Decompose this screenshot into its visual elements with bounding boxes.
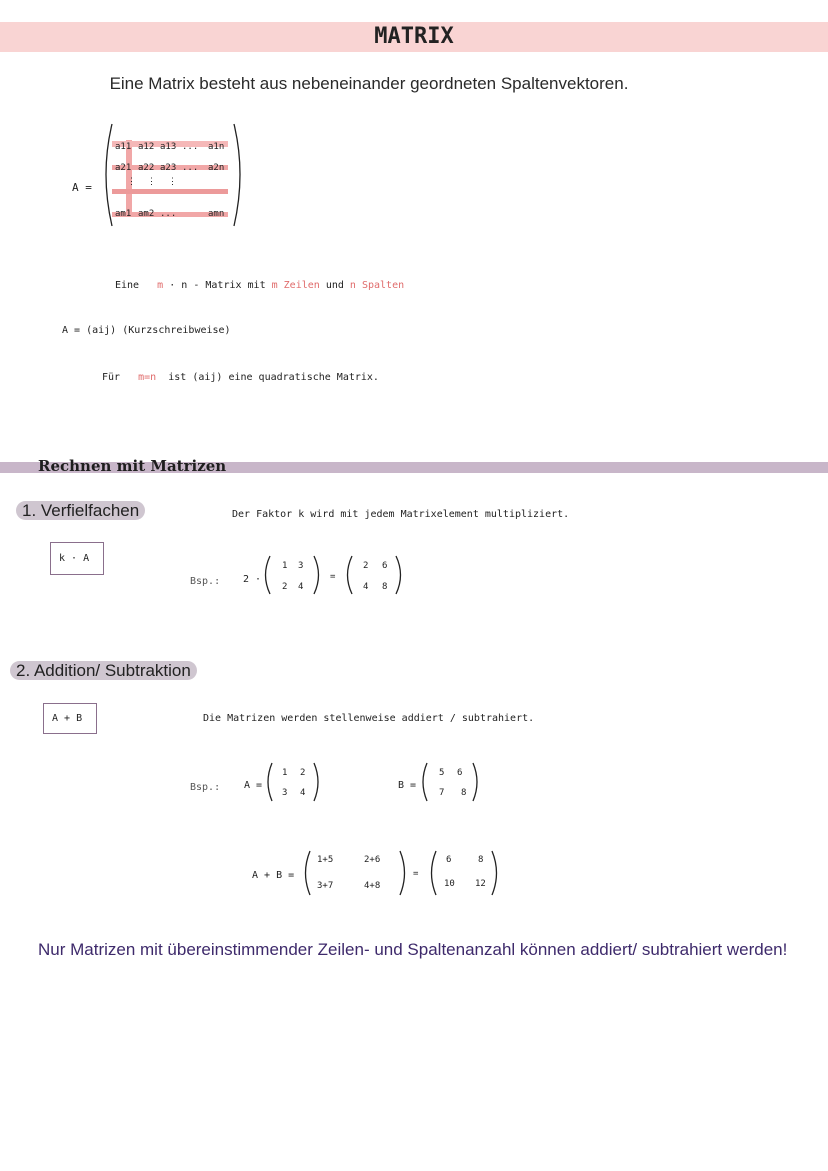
- matrix-label: A =: [72, 181, 92, 194]
- m2-a12: 6: [382, 561, 388, 571]
- m2-a21: 4: [363, 582, 369, 592]
- b-11: 5: [439, 768, 445, 778]
- addition-heading: [10, 661, 197, 681]
- left-bracket: [106, 124, 112, 226]
- m1-equals: =: [330, 572, 336, 582]
- multiply-description: Der Faktor k wird mit jedem Matrixelement multipliziert.: [232, 509, 570, 520]
- a-21: 3: [282, 788, 288, 798]
- a-11: 1: [282, 768, 288, 778]
- m2-left-bracket: [348, 556, 353, 594]
- sum-equals: =: [413, 869, 419, 879]
- addition-description: Die Matrizen werden stellenweise addiert / subtrahiert.: [203, 713, 535, 724]
- sum-22: 12: [475, 879, 486, 889]
- short-notation: A = (aij) (Kurzschreibweise): [62, 325, 231, 336]
- b-22: 8: [461, 788, 467, 798]
- sum-expr-right-bracket: [400, 851, 405, 895]
- entry-a2n: a2n: [208, 163, 225, 173]
- addition-b-label: B =: [398, 780, 417, 791]
- vdots-1: ⋮: [127, 177, 136, 187]
- m1-left-bracket: [266, 556, 271, 594]
- addition-sum: [300, 848, 510, 898]
- entry-a22: a22: [138, 163, 155, 173]
- square-text-1: Für: [102, 372, 121, 383]
- entry-amn: amn: [208, 209, 225, 219]
- b-left-bracket: [423, 763, 427, 801]
- addition-a-label: A =: [244, 780, 263, 791]
- addition-matrix-a: [262, 760, 326, 804]
- sum-right-bracket: [492, 851, 497, 895]
- b-12: 6: [457, 768, 463, 778]
- entry-am1: am1: [115, 209, 132, 219]
- entry-a13: a13: [160, 142, 177, 152]
- m1-a11: 1: [282, 561, 288, 571]
- multiply-example-label: Bsp.:: [190, 576, 221, 587]
- vdots-2: ⋮: [147, 177, 156, 187]
- sum-expr-12: 2+6: [364, 855, 381, 865]
- b-right-bracket: [473, 763, 477, 801]
- sum-11: 6: [446, 855, 452, 865]
- addition-rule-note: Nur Matrizen mit übereinstimmender Zeilen- und Spaltenanzahl können addiert/ subtrahiert werden!: [38, 940, 788, 959]
- entry-a11: a11: [115, 142, 132, 152]
- entry-a23: a23: [160, 163, 177, 173]
- multiply-factor: 2 ·: [243, 574, 262, 585]
- sum-expr-21: 3+7: [317, 881, 334, 891]
- section-title: Rechnen mit Matrizen: [38, 457, 227, 475]
- mn-text-dot: ·: [169, 280, 176, 291]
- matrix-definition-figure: [98, 118, 248, 230]
- mn-text-n: n: [181, 280, 188, 291]
- entry-a1n: a1n: [208, 142, 225, 152]
- a-left-bracket: [268, 763, 272, 801]
- mn-text-1: Eine: [115, 280, 140, 291]
- vdots-3: ⋮: [168, 177, 177, 187]
- sum-expr-22: 4+8: [364, 881, 381, 891]
- entry-a12: a12: [138, 142, 155, 152]
- sum-expr-left-bracket: [306, 851, 311, 895]
- multiply-box: k · A: [50, 542, 104, 575]
- square-matrix-note: [102, 372, 379, 383]
- b-21: 7: [439, 788, 445, 798]
- square-text-mn: m=n: [138, 372, 157, 383]
- mn-text-columns: n Spalten: [349, 280, 405, 291]
- m1-a22: 4: [298, 582, 304, 592]
- addition-example-label: Bsp.:: [190, 782, 221, 793]
- m2-right-bracket: [396, 556, 401, 594]
- sum-label: A + B =: [252, 870, 295, 881]
- addition-box: A + B: [43, 703, 97, 734]
- addition-matrix-b: [417, 760, 485, 804]
- m2-a11: 2: [363, 561, 369, 571]
- sum-left-bracket: [432, 851, 437, 895]
- multiply-example: [258, 552, 408, 598]
- multiply-heading-text: 1. Verfielfachen: [16, 501, 145, 520]
- entry-dots-2: ...: [182, 163, 199, 173]
- mn-text-rows: m Zeilen: [271, 280, 320, 291]
- sum-21: 10: [444, 879, 455, 889]
- m1-a21: 2: [282, 582, 288, 592]
- page-title: MATRIX: [374, 24, 454, 49]
- a-12: 2: [300, 768, 306, 778]
- m2-a22: 8: [382, 582, 388, 592]
- entry-am2: am2: [138, 209, 155, 219]
- m1-a12: 3: [298, 561, 304, 571]
- multiply-heading: [16, 501, 145, 521]
- mn-text-m: m: [157, 280, 164, 291]
- entry-dots-1: ...: [182, 142, 199, 152]
- sum-12: 8: [478, 855, 484, 865]
- intro-text: Eine Matrix besteht aus nebeneinander geordneten Spaltenvektoren.: [109, 74, 629, 93]
- highlight-row-3: [112, 189, 228, 194]
- m1-right-bracket: [314, 556, 319, 594]
- addition-heading-text: 2. Addition/ Subtraktion: [10, 661, 197, 680]
- a-22: 4: [300, 788, 306, 798]
- entry-dots-m: ...: [160, 209, 177, 219]
- mn-text-matrix: - Matrix mit: [193, 280, 266, 291]
- square-text-2: ist (aij) eine quadratische Matrix.: [168, 372, 379, 383]
- right-bracket: [234, 124, 240, 226]
- sum-expr-11: 1+5: [317, 855, 334, 865]
- mn-description: [115, 280, 404, 291]
- entry-a21: a21: [115, 163, 132, 173]
- mn-text-and: und: [325, 280, 344, 291]
- a-right-bracket: [314, 763, 318, 801]
